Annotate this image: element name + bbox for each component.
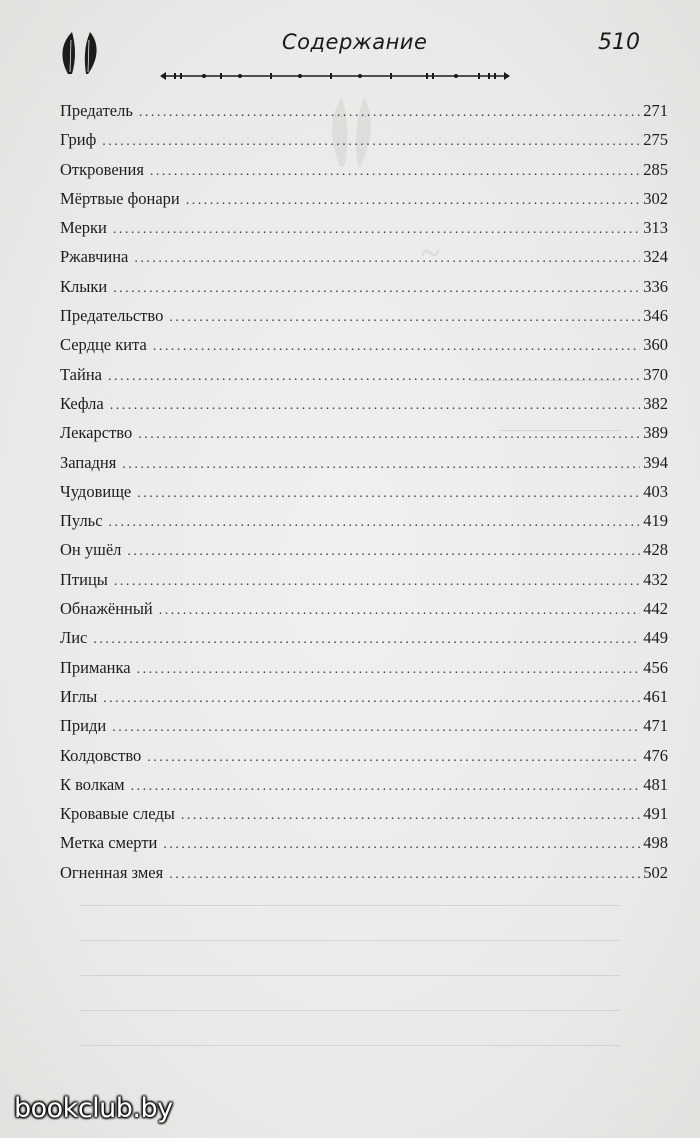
dot-leader bbox=[137, 486, 640, 502]
toc-entry-page: 360 bbox=[643, 335, 668, 355]
toc-entry-title: Пульс bbox=[60, 511, 103, 531]
ghost-line bbox=[80, 905, 620, 906]
dot-leader bbox=[131, 779, 641, 795]
toc-entry-title: Лекарство bbox=[60, 423, 133, 443]
toc-entry-page: 419 bbox=[643, 511, 668, 531]
toc-entry bbox=[60, 394, 668, 423]
toc-entry-page: 476 bbox=[643, 745, 668, 765]
dot-leader bbox=[112, 720, 640, 736]
toc-entry bbox=[60, 775, 668, 804]
table-of-contents bbox=[60, 101, 668, 892]
dot-leader bbox=[169, 310, 640, 326]
toc-entry-title: Метка смерти bbox=[60, 833, 158, 853]
toc-entry-title: Кровавые следы bbox=[60, 804, 175, 824]
dot-leader bbox=[134, 251, 640, 267]
toc-entry-page: 271 bbox=[643, 101, 668, 120]
toc-entry-title: Клыки bbox=[60, 276, 108, 296]
ghost-heading: ~ bbox=[420, 233, 442, 273]
toc-entry bbox=[60, 540, 668, 569]
toc-entry-title: Тайна bbox=[60, 364, 102, 384]
toc-entry bbox=[60, 658, 668, 687]
toc-entry-page: 449 bbox=[643, 628, 668, 648]
toc-entry-page: 275 bbox=[643, 130, 668, 150]
watermark: bookclub.by bbox=[14, 1093, 173, 1124]
ghost-line bbox=[80, 975, 620, 976]
dot-leader bbox=[103, 691, 640, 707]
toc-entry bbox=[60, 628, 668, 657]
toc-entry-title: Ржавчина bbox=[60, 247, 129, 267]
ghost-line bbox=[80, 1010, 620, 1011]
dot-leader bbox=[127, 544, 640, 560]
toc-entry-page: 491 bbox=[643, 804, 668, 824]
toc-entry-page: 389 bbox=[643, 423, 668, 443]
toc-entry bbox=[60, 218, 668, 247]
toc-entry-page: 302 bbox=[643, 188, 668, 208]
toc-entry-title: Лис bbox=[60, 628, 88, 648]
toc-entry-title: Огненная змея bbox=[60, 862, 164, 882]
dot-leader bbox=[113, 222, 640, 238]
dot-leader bbox=[137, 662, 641, 678]
dot-leader bbox=[153, 339, 640, 355]
toc-entry-page: 456 bbox=[643, 657, 668, 677]
toc-entry bbox=[60, 687, 668, 716]
toc-entry-title: Чудовище bbox=[60, 481, 132, 501]
toc-entry bbox=[60, 599, 668, 628]
toc-entry-page: 442 bbox=[643, 599, 668, 619]
toc-entry-page: 498 bbox=[643, 833, 668, 853]
toc-entry bbox=[60, 570, 668, 599]
dot-leader bbox=[109, 515, 641, 531]
dot-leader bbox=[147, 750, 640, 766]
dot-leader bbox=[113, 281, 640, 297]
toc-entry-page: 346 bbox=[643, 306, 668, 326]
toc-entry bbox=[60, 423, 668, 452]
toc-entry bbox=[60, 247, 668, 276]
toc-entry bbox=[60, 160, 668, 189]
toc-entry-title: Он ушёл bbox=[60, 540, 122, 560]
dot-leader bbox=[122, 457, 640, 473]
toc-entry-title: Гриф bbox=[60, 130, 97, 150]
toc-entry-page: 471 bbox=[643, 716, 668, 736]
toc-entry-title: Иглы bbox=[60, 686, 98, 706]
toc-entry-page: 370 bbox=[643, 364, 668, 384]
page-title: Содержание bbox=[282, 30, 428, 54]
toc-entry bbox=[60, 130, 668, 159]
dot-leader bbox=[110, 398, 641, 414]
toc-entry-page: 403 bbox=[643, 481, 668, 501]
dot-leader bbox=[169, 867, 640, 883]
toc-entry bbox=[60, 306, 668, 335]
toc-entry bbox=[60, 511, 668, 540]
toc-entry-title: Мерки bbox=[60, 218, 107, 238]
ghost-line bbox=[80, 940, 620, 941]
toc-entry-title: Обнажённый bbox=[60, 599, 153, 619]
toc-entry-title: Приди bbox=[60, 716, 107, 736]
dot-leader bbox=[186, 193, 641, 209]
toc-entry bbox=[60, 482, 668, 511]
toc-entry-page: 502 bbox=[643, 862, 668, 882]
feathers-logo-icon bbox=[58, 30, 102, 76]
dot-leader bbox=[150, 164, 640, 180]
toc-entry-page: 324 bbox=[643, 247, 668, 267]
toc-entry-page: 313 bbox=[643, 218, 668, 238]
toc-entry-title: Предатель bbox=[60, 101, 133, 120]
toc-entry-title: Кефла bbox=[60, 393, 104, 413]
toc-entry-title: Приманка bbox=[60, 657, 131, 677]
toc-entry-title: Птицы bbox=[60, 569, 108, 589]
toc-entry-page: 481 bbox=[643, 774, 668, 794]
dot-leader bbox=[102, 134, 640, 150]
dot-leader bbox=[181, 808, 640, 824]
toc-entry-page: 285 bbox=[643, 159, 668, 179]
toc-entry bbox=[60, 277, 668, 306]
toc-entry-title: Сердце кита bbox=[60, 335, 147, 355]
toc-entry bbox=[60, 453, 668, 482]
toc-entry bbox=[60, 189, 668, 218]
dot-leader bbox=[139, 105, 640, 121]
toc-entry bbox=[60, 863, 668, 892]
toc-entry-page: 382 bbox=[643, 393, 668, 413]
toc-entry bbox=[60, 101, 668, 130]
toc-entry-page: 336 bbox=[643, 276, 668, 296]
dot-leader bbox=[163, 837, 640, 853]
toc-entry bbox=[60, 716, 668, 745]
toc-entry bbox=[60, 365, 668, 394]
dot-leader bbox=[114, 574, 640, 590]
toc-entry bbox=[60, 746, 668, 775]
toc-entry-title: Западня bbox=[60, 452, 117, 472]
toc-entry-title: Предательство bbox=[60, 306, 164, 326]
dot-leader bbox=[159, 603, 640, 619]
toc-entry-title: Откровения bbox=[60, 159, 144, 179]
dot-leader bbox=[108, 369, 640, 385]
toc-entry-title: Колдовство bbox=[60, 745, 142, 765]
toc-entry-page: 394 bbox=[643, 452, 668, 472]
ornamental-divider bbox=[160, 68, 510, 84]
toc-entry bbox=[60, 833, 668, 862]
toc-entry bbox=[60, 335, 668, 364]
toc-entry-title: К волкам bbox=[60, 774, 125, 794]
toc-entry bbox=[60, 804, 668, 833]
page-number: 510 bbox=[598, 30, 640, 55]
ghost-line bbox=[80, 1045, 620, 1046]
toc-entry-page: 461 bbox=[643, 686, 668, 706]
toc-entry-title: Мёртвые фонари bbox=[60, 188, 180, 208]
toc-entry-page: 428 bbox=[643, 540, 668, 560]
toc-entry-page: 432 bbox=[643, 569, 668, 589]
dot-leader bbox=[138, 427, 640, 443]
dot-leader bbox=[93, 632, 640, 648]
